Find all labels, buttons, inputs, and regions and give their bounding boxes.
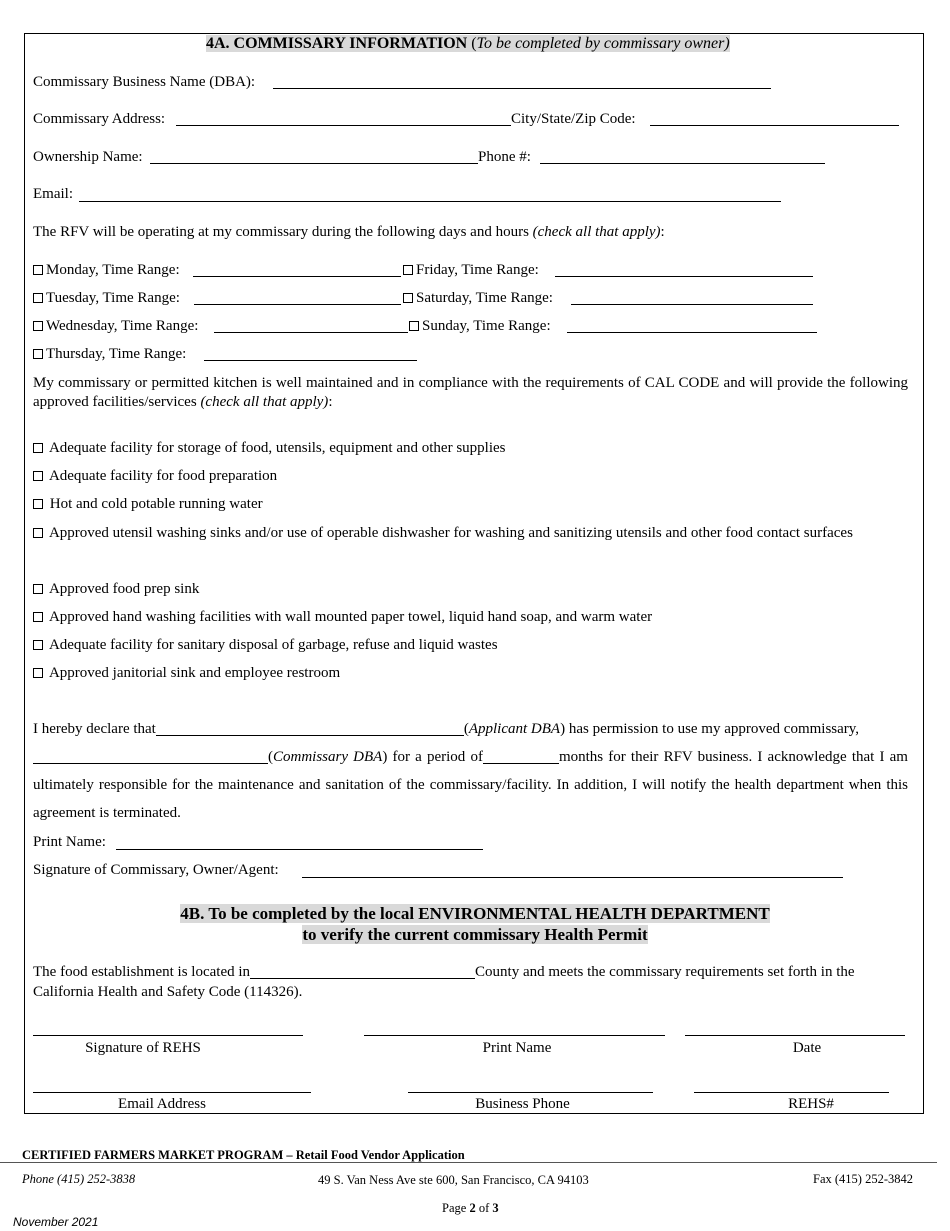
wednesday-time-field[interactable] [214,332,408,333]
rehs-date-field[interactable] [685,1035,905,1036]
signature-field[interactable] [302,877,843,878]
footer-program: CERTIFIED FARMERS MARKET PROGRAM – Retail Food Vendor Application [22,1148,465,1162]
footer-fax: Fax (415) 252-3842 [813,1172,913,1186]
checkbox-icon [33,612,43,622]
email-address-caption: Email Address [118,1096,206,1112]
page-number: Page 2 of 3 [442,1201,499,1215]
print-name-label: Print Name: [33,834,106,850]
declare-paragraph: (Commissary DBA) for a period of months for their RFV business. I acknowledge that I am ultimately responsible for the maintenance and sanitation of the commissary/facility. In addition, I will notify the health department when this agreement is terminated. [33,749,908,821]
tuesday-time-field[interactable] [194,304,401,305]
located-line-2: California Health and Safety Code (114326). [33,984,303,1000]
county-field[interactable] [250,978,475,979]
business-name-field[interactable] [273,88,771,89]
located-line-1: The food establishment is located in County and meets the commissary requirements set forth in the [33,964,855,980]
footer-date: November 2021 [13,1215,99,1229]
footer-address: 49 S. Van Ness Ave ste 600, San Francisco, CA 94103 [318,1173,589,1187]
facility-janitorial[interactable]: Approved janitorial sink and employee restroom [33,664,340,682]
sunday-checkbox[interactable]: Sunday, Time Range: [409,317,551,335]
section-4b-title: 4B. To be completed by the local ENVIRONMENTAL HEALTH DEPARTMENT to verify the current commissary Health Permit [180,904,770,944]
friday-checkbox[interactable]: Friday, Time Range: [403,261,539,279]
facility-prep-sink[interactable]: Approved food prep sink [33,580,199,598]
checkbox-icon [403,265,413,275]
checkbox-icon [33,499,43,509]
checkbox-icon [33,668,43,678]
business-phone-caption: Business Phone [475,1096,570,1112]
commissary-dba-field[interactable] [33,763,268,764]
rehs-print-name-field[interactable] [364,1035,665,1036]
compliance-paragraph: My commissary or permitted kitchen is well maintained and in compliance with the requirements of CAL CODE and will provide the following approved facilities/services (check all that apply): [33,375,908,410]
phone-label: Phone #: [478,149,531,165]
facility-water[interactable]: Hot and cold potable running water [33,495,263,513]
rehs-date-caption: Date [792,1040,822,1056]
operating-intro: The RFV will be operating at my commissary during the following days and hours (check all that apply): [33,224,665,240]
form-frame [24,33,924,1114]
friday-time-field[interactable] [555,276,813,277]
months-field[interactable] [483,763,559,764]
email-label: Email: [33,186,73,202]
facility-prep[interactable]: Adequate facility for food preparation [33,467,277,485]
monday-time-field[interactable] [193,276,401,277]
ownership-field[interactable] [150,163,478,164]
rehs-number-field[interactable] [694,1092,889,1093]
checkbox-icon [409,321,419,331]
checkbox-icon [33,471,43,481]
rehs-number-caption: REHS# [788,1096,834,1112]
thursday-checkbox[interactable]: Thursday, Time Range: [33,345,186,363]
checkbox-icon [33,265,43,275]
facility-utensil[interactable]: Approved utensil washing sinks and/or use of operable dishwasher for washing and sanitizing utensils and other food contact surfaces [33,519,908,547]
thursday-time-field[interactable] [204,360,417,361]
city-field[interactable] [650,125,899,126]
checkbox-icon [33,293,43,303]
checkbox-icon [33,321,43,331]
footer-divider [0,1162,937,1163]
checkbox-icon [33,528,43,538]
checkbox-icon [403,293,413,303]
ownership-label: Ownership Name: [33,149,143,165]
sunday-time-field[interactable] [567,332,817,333]
monday-checkbox[interactable]: Monday, Time Range: [33,261,180,279]
address-field[interactable] [176,125,511,126]
wednesday-checkbox[interactable]: Wednesday, Time Range: [33,317,198,335]
print-name-field[interactable] [116,849,483,850]
section-4a-title: 4A. COMMISSARY INFORMATION (To be completed by commissary owner) [206,35,730,52]
rehs-signature-caption: Signature of REHS [85,1040,201,1056]
saturday-checkbox[interactable]: Saturday, Time Range: [403,289,553,307]
footer-phone: Phone (415) 252-3838 [22,1172,136,1186]
city-label: City/State/Zip Code: [511,111,636,127]
checkbox-icon [33,584,43,594]
business-phone-field[interactable] [408,1092,653,1093]
rehs-print-name-caption: Print Name [482,1040,552,1056]
email-field[interactable] [79,201,781,202]
facility-disposal[interactable]: Adequate facility for sanitary disposal of garbage, refuse and liquid wastes [33,636,498,654]
business-name-label: Commissary Business Name (DBA): [33,74,256,90]
checkbox-icon [33,443,43,453]
signature-label: Signature of Commissary, Owner/Agent: [33,862,279,878]
declare-line-1: I hereby declare that (Applicant DBA) has permission to use my approved commissary, [33,721,860,737]
phone-field[interactable] [540,163,825,164]
applicant-dba-field[interactable] [156,735,464,736]
checkbox-icon [33,640,43,650]
saturday-time-field[interactable] [571,304,813,305]
tuesday-checkbox[interactable]: Tuesday, Time Range: [33,289,180,307]
rehs-signature-field[interactable] [33,1035,303,1036]
email-address-field[interactable] [33,1092,311,1093]
facility-storage[interactable]: Adequate facility for storage of food, utensils, equipment and other supplies [33,439,506,457]
address-label: Commissary Address: [33,111,166,127]
checkbox-icon [33,349,43,359]
facility-handwash[interactable]: Approved hand washing facilities with wall mounted paper towel, liquid hand soap, and warm water [33,608,652,626]
